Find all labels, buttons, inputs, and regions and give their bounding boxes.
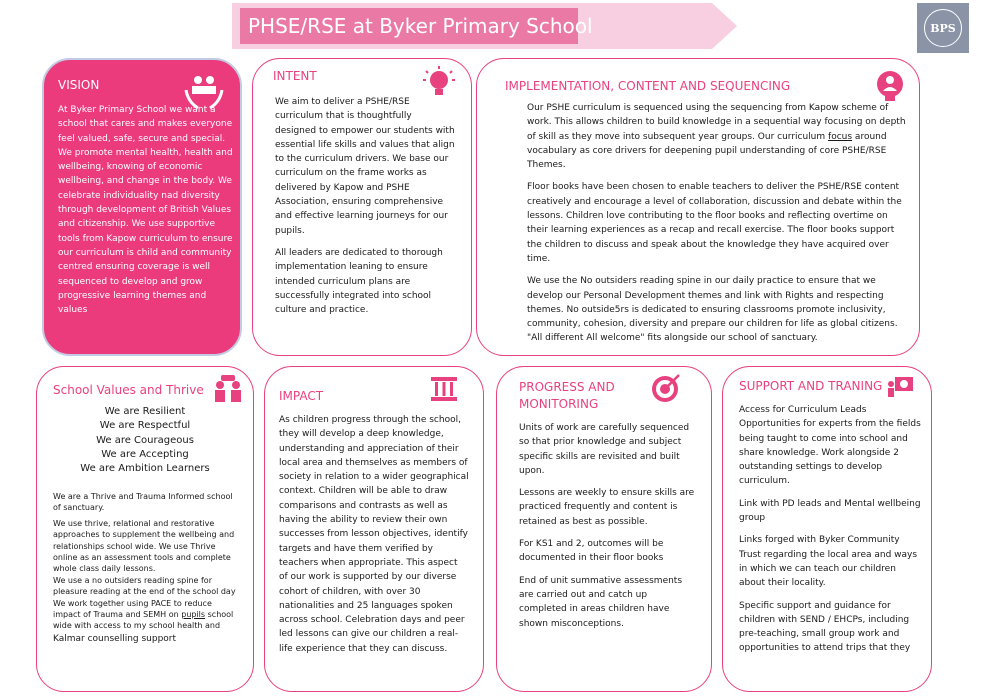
support-paragraph-2: Link with PD leads and Mental wellbeing group [739,498,921,524]
support-paragraph-3: Links forged with Byker Community Trust regarding the local area and ways in which we can teach our children about their locality. [739,535,918,589]
progress-paragraph-4: End of unit summative assessments are carried out and catch up completed in areas children have shown misconceptions. [519,575,683,629]
values-p4-end: school wide with access to my school health and [53,610,234,631]
values-item: We are Respectful [99,420,191,432]
support-text [739,403,921,664]
values-heading: School Values and Thrive [53,383,204,397]
values-list [47,405,243,476]
values-paragraph-2: We use thrive, relational and restorative approaches to supplement the wellbeing and relationships school wide. We use Thrive online as an assessment tools and complete whole class daily lessons. [53,518,235,574]
school-logo [917,3,969,53]
impact-text: As children progress through the school, they will develop a deep knowledge, understanding and appreciation of their local area and themselves as members of society in relation to a wider geographical context. Children will be able to draw comparisons and contrasts as well as having the ability to review their own successes from lesson objectives, identify targets and have them verified by teachers when appropriate. This aspect of our work is supported by our diverse cohort of children, with over 30 nationalities and 25 languages spoken across school. Celebration days and peer led lessons can give our children a real-life experience that they can discuss. [279,415,469,654]
progress-paragraph-3: For KS1 and 2, outcomes will be documented in their floor books [519,539,664,564]
logo-text: BPS [930,21,956,35]
values-paragraph-1: We are a Thrive and Trauma Informed school of sanctuary. [53,492,233,513]
values-item: We are Ambition Learners [80,463,210,475]
impact-heading: IMPACT [279,389,324,403]
values-paragraph-5: Kalmar counselling support [53,633,177,644]
progress-paragraph-1: Units of work are carefully sequenced so that prior knowledge and subject specific skills are revisited and built upon. [519,423,690,476]
implementation-p1-end: around vocabulary as core drivers for deepening pupil understanding of core PSHE/RSE Themes. [527,131,887,171]
logo-seal-icon [924,9,962,47]
values-p4-underlined: pupils [181,610,206,620]
implementation-p1-underlined: focus [828,131,853,142]
pillar-icon [429,371,459,407]
values-paragraph-4 [53,598,241,632]
vision-text: At Byker Primary School we want a school that cares and makes everyone feel valued, safe, secure and special. We promote mental health, health and wellbeing, knowing of economic wellbeing, and change in the body. We celebrate individuality nad diversity through development of British Values and citizenship. We use supportive tools from Kapow curriculum to ensure our curriculum is child and community centred ensuring coverage is well sequenced to develop and grow progressive learning themes and values [58,105,233,316]
support-paragraph-1: Access for Curriculum Leads Opportunities for experts from the fields being taught to come into school and share knowledge. Work alongside 2 outstanding settings to develop curriculum. [739,405,921,487]
implementation-paragraph-1 [527,101,907,172]
support-paragraph-4: Specific support and guidance for children with SEND / EHCPs, including pre-teaching, small group work and opportunities to attend trips that they [739,600,911,654]
progress-text [519,421,695,639]
values-item: We are Resilient [104,406,186,417]
implementation-text [527,101,907,354]
page-title: PHSE/RSE at Byker Primary School [240,8,578,44]
intent-heading: INTENT [273,69,317,83]
values-item: We are Courageous [96,434,194,446]
target-icon [649,371,683,409]
progress-heading: PROGRESS AND MONITORING [519,380,615,411]
implementation-heading: IMPLEMENTATION, CONTENT AND SEQUENCING [505,79,791,93]
values-panel [36,366,254,692]
support-panel [722,366,932,692]
values-p4-start: We work together using PACE to reduce impact of Trauma and SEMH on [53,598,212,620]
presentation-icon [887,375,915,403]
intent-paragraph-1: We aim to deliver a PSHE/RSE curriculum that is thoughtfully designed to empower our students with essential life skills and values that align to the curriculum drivers. We base our curriculum on the frame works as delivered by Kapow and PSHE Association, ensuring comprehensive and effective learning journeys for our pupils. [275,97,455,236]
implementation-paragraph-2: Floor books have been chosen to enable teachers to deliver the PSHE/RSE content creatively and encourage a level of collaboration, discussion and debate within the lessons. Children love contributing to the floor books and reflecting overtime on their learning experiences as a recap and recall exercise. The floor books support the children to discuss and speak about the knowledge they have acquired over time. [527,182,902,264]
vision-heading: VISION [58,78,100,92]
impact-panel [264,366,484,692]
implementation-paragraph-3: We use the No outsiders reading spine in our daily practice to ensure that we develop our Personal Development themes and link with Rights and respecting themes. No outside5rs is dedicated to ensuring classrooms promote inclusivity, community, cohesion, diversity and prepare our children for life as global citizens. "All different All welcome" fits alongside our school of sanctuary. [527,276,898,344]
values-item: We are Accepting [101,448,189,460]
intent-text [275,95,455,325]
values-paragraph-3: We use a no outsiders reading spine for pleasure reading at the end of the school day [53,575,236,597]
progress-paragraph-2: Lessons are weekly to ensure skills are practiced frequently and content is retained as best as possible. [519,488,695,527]
progress-panel [496,366,712,692]
intent-paragraph-2: All leaders are dedicated to thorough implementation leaning to ensure intended curriculum plans are successfully integrated into school culture and practice. [275,247,443,316]
implementation-panel [476,58,920,356]
support-heading: SUPPORT AND TRANING [739,379,883,393]
vision-panel [42,58,242,356]
values-text [53,491,241,645]
implementation-p1-start: Our PSHE curriculum is sequenced using the sequencing from Kapow scheme of work. This allows children to build knowledge in a sequential way focusing on depth of skill as they move into subsequent year groups. Our curriculum [527,103,906,142]
intent-panel [252,58,472,356]
